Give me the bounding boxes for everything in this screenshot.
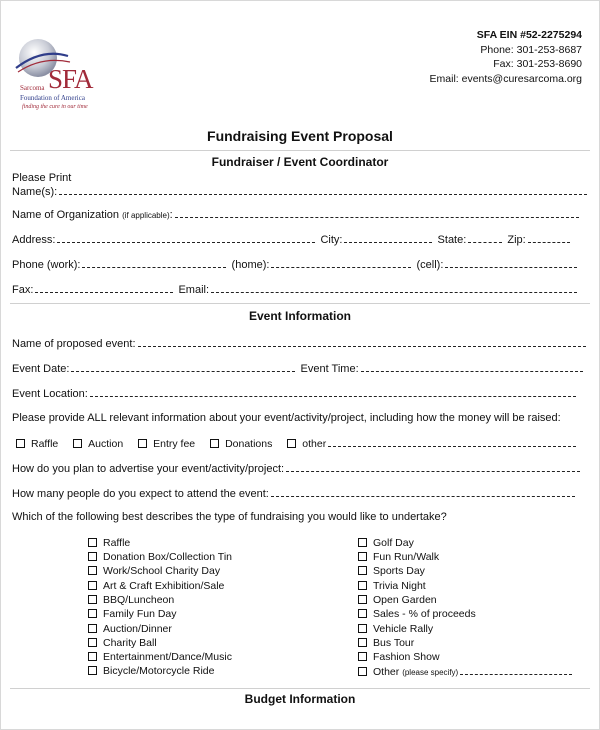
checkbox-icon[interactable] [358, 667, 367, 676]
event-date-field[interactable] [71, 362, 295, 372]
logo-abbreviation: SFA [48, 64, 93, 94]
revenue-option-other[interactable]: other [287, 438, 326, 450]
zip-label: Zip: [507, 234, 526, 246]
phone-cell-field[interactable] [445, 258, 577, 268]
revenue-option[interactable]: Donations [210, 438, 272, 450]
checkbox-icon[interactable] [88, 566, 97, 575]
revenue-option[interactable]: Auction [73, 438, 123, 450]
checkbox-icon[interactable] [287, 439, 296, 448]
attendance-row [12, 487, 588, 500]
state-field[interactable] [468, 233, 502, 243]
fax-label: Fax: [12, 284, 34, 296]
email-address: Email: events@curesarcoma.org [429, 72, 582, 85]
type-option[interactable]: Art & Craft Exhibition/Sale [88, 580, 224, 592]
city-field[interactable] [344, 233, 432, 243]
type-option[interactable]: Fun Run/Walk [358, 551, 439, 563]
checkbox-icon[interactable] [88, 638, 97, 647]
fundraising-type-question: Which of the following best describes the type of fundraising you would like to undertake? [12, 511, 447, 523]
logo-tagline: finding the cure in our time [22, 104, 88, 110]
checkbox-icon[interactable] [358, 581, 367, 590]
type-option[interactable]: Auction/Dinner [88, 623, 172, 635]
address-field[interactable] [57, 233, 315, 243]
phone-cell-label: (cell): [416, 259, 444, 271]
checkbox-icon[interactable] [88, 624, 97, 633]
event-date-label: Event Date: [12, 363, 70, 375]
event-location-row [12, 387, 588, 400]
organization-row [12, 208, 588, 221]
type-option[interactable]: Golf Day [358, 537, 414, 549]
advertise-label: How do you plan to advertise your event/activity/project: [12, 463, 285, 475]
checkbox-icon[interactable] [358, 595, 367, 604]
checkbox-icon[interactable] [358, 624, 367, 633]
revenue-option[interactable]: Entry fee [138, 438, 195, 450]
type-option[interactable]: BBQ/Luncheon [88, 594, 174, 606]
names-row [12, 185, 588, 198]
phone-row [12, 258, 588, 271]
ein-number: SFA EIN #52-2275294 [476, 29, 582, 41]
phone-home-label: (home): [231, 259, 270, 271]
phone-number: Phone: 301-253-8687 [480, 43, 582, 56]
names-field[interactable] [59, 185, 587, 195]
checkbox-icon[interactable] [88, 552, 97, 561]
checkbox-icon[interactable] [88, 609, 97, 618]
section-heading-budget-information: Budget Information [10, 688, 590, 706]
phone-work-field[interactable] [82, 258, 226, 268]
checkbox-icon[interactable] [138, 439, 147, 448]
checkbox-icon[interactable] [358, 552, 367, 561]
type-option[interactable]: Raffle [88, 537, 130, 549]
other-type-field[interactable] [460, 665, 572, 675]
please-print-label: Please Print [12, 172, 72, 184]
type-option[interactable]: Donation Box/Collection Tin [88, 551, 232, 563]
organization-label: Name of Organization [12, 209, 119, 221]
checkbox-icon[interactable] [88, 595, 97, 604]
type-option[interactable]: Bicycle/Motorcycle Ride [88, 665, 214, 677]
sfa-logo [12, 38, 112, 118]
organization-field[interactable] [175, 208, 579, 218]
event-name-row [12, 337, 588, 350]
email-label: Email: [178, 284, 210, 296]
logo-foundation-text: Foundation of America [20, 94, 85, 102]
revenue-option[interactable]: Raffle [16, 438, 58, 450]
event-time-field[interactable] [361, 362, 583, 372]
checkbox-icon[interactable] [88, 652, 97, 661]
event-location-field[interactable] [90, 387, 576, 397]
zip-field[interactable] [528, 233, 570, 243]
logo-sarcoma-text: Sarcoma [20, 84, 45, 92]
address-label: Address: [12, 234, 56, 246]
type-option[interactable]: Entertainment/Dance/Music [88, 651, 232, 663]
checkbox-icon[interactable] [88, 538, 97, 547]
attendance-field[interactable] [271, 487, 575, 497]
type-option[interactable]: Family Fun Day [88, 608, 177, 620]
event-time-label: Event Time: [300, 363, 359, 375]
organization-colon: : [169, 209, 173, 221]
checkbox-icon[interactable] [73, 439, 82, 448]
fax-number: Fax: 301-253-8690 [493, 58, 582, 70]
section-heading-coordinator: Fundraiser / Event Coordinator [10, 150, 590, 169]
email-field[interactable] [211, 283, 577, 293]
checkbox-icon[interactable] [210, 439, 219, 448]
page-title: Fundraising Event Proposal [207, 128, 393, 144]
revenue-other-field[interactable] [328, 437, 576, 447]
provide-info-text: Please provide ALL relevant information about your event/activity/project, including how the money will be raised: [12, 412, 561, 424]
type-option-other[interactable]: Other (please specify) [358, 665, 574, 678]
fax-field[interactable] [35, 283, 173, 293]
organization-note: (if applicable) [122, 211, 170, 220]
revenue-options-row [16, 437, 578, 450]
phone-home-field[interactable] [271, 258, 411, 268]
checkbox-icon[interactable] [16, 439, 25, 448]
type-option[interactable]: Vehicle Rally [358, 623, 433, 635]
event-name-field[interactable] [138, 337, 586, 347]
event-name-label: Name of proposed event: [12, 338, 136, 350]
checkbox-icon[interactable] [358, 609, 367, 618]
advertise-field[interactable] [286, 462, 580, 472]
type-option[interactable]: Bus Tour [358, 637, 414, 649]
fax-email-row [12, 283, 588, 296]
type-option[interactable]: Work/School Charity Day [88, 565, 220, 577]
phone-work-label: Phone (work): [12, 259, 81, 271]
checkbox-icon[interactable] [358, 638, 367, 647]
other-note: (please specify) [402, 668, 459, 677]
section-heading-event-information: Event Information [10, 303, 590, 323]
attendance-label: How many people do you expect to attend the event: [12, 488, 269, 500]
type-option[interactable]: Sports Day [358, 565, 425, 577]
type-option[interactable]: Charity Ball [88, 637, 157, 649]
advertise-row [12, 462, 588, 475]
city-label: City: [320, 234, 343, 246]
event-location-label: Event Location: [12, 388, 88, 400]
names-label: Name(s): [12, 186, 58, 198]
contact-block [430, 28, 582, 86]
type-option[interactable]: Fashion Show [358, 651, 440, 663]
checkbox-icon[interactable] [358, 652, 367, 661]
type-option[interactable]: Trivia Night [358, 580, 426, 592]
type-option[interactable]: Sales - % of proceeds [358, 608, 476, 620]
checkbox-icon[interactable] [88, 581, 97, 590]
checkbox-icon[interactable] [88, 666, 97, 675]
checkbox-icon[interactable] [358, 538, 367, 547]
state-label: State: [437, 234, 467, 246]
type-option[interactable]: Open Garden [358, 594, 437, 606]
checkbox-icon[interactable] [358, 566, 367, 575]
address-row [12, 233, 588, 246]
event-date-time-row [12, 362, 588, 375]
